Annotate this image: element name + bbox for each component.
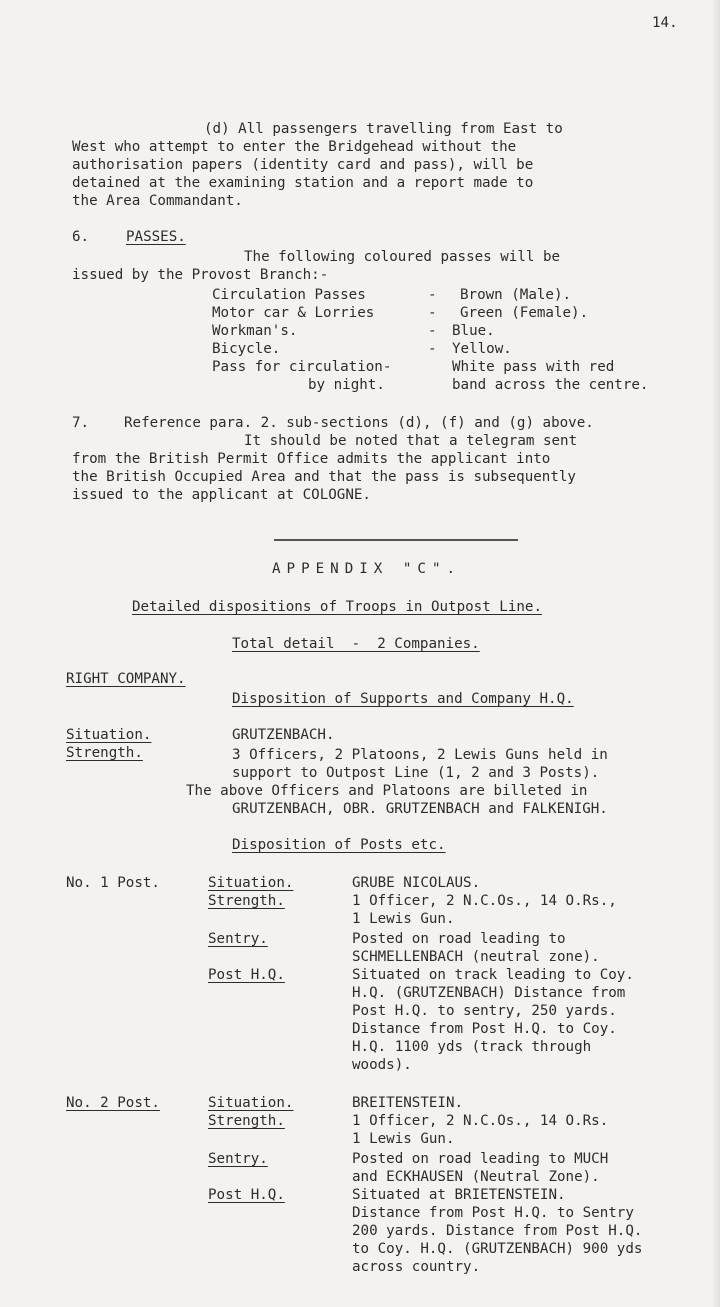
pass-name: Pass for circulation- bbox=[212, 359, 392, 375]
pass-dash: - bbox=[428, 305, 437, 321]
section-number: 6. bbox=[72, 229, 90, 245]
pass-colour: Brown (Male). bbox=[460, 287, 572, 303]
post-hq-line: H.Q. 1100 yds (track through bbox=[352, 1039, 592, 1055]
appendix-title: APPENDIX "C". bbox=[272, 561, 462, 577]
strength-line: The above Officers and Platoons are billeted in bbox=[186, 783, 588, 799]
post-hq-label: Post H.Q. bbox=[208, 967, 285, 983]
post-hq-line: Post H.Q. to sentry, 250 yards. bbox=[352, 1003, 617, 1019]
post-hq-line: Situated at BRIETENSTEIN. bbox=[352, 1187, 566, 1203]
pass-colour: White pass with red bbox=[452, 359, 615, 375]
para-7-line: from the British Permit Office admits the applicant into bbox=[72, 451, 551, 467]
posts-heading: Disposition of Posts etc. bbox=[232, 837, 446, 853]
pass-dash: - bbox=[428, 341, 437, 357]
pass-name: Circulation Passes bbox=[212, 287, 366, 303]
section-number: 7. bbox=[72, 415, 90, 431]
post-label: No. 2 Post. bbox=[66, 1095, 160, 1111]
post-situation-label: Situation. bbox=[208, 1095, 294, 1111]
post-hq-line: woods). bbox=[352, 1057, 412, 1073]
para-7-line: issued to the applicant at COLOGNE. bbox=[72, 487, 371, 503]
post-hq-line: 200 yards. Distance from Post H.Q. bbox=[352, 1223, 643, 1239]
para-d-line: detained at the examining station and a report made to bbox=[72, 175, 534, 191]
pass-colour: Green (Female). bbox=[460, 305, 589, 321]
post-strength-line: 1 Officer, 2 N.C.Os., 14 O.Rs., bbox=[352, 893, 617, 909]
post-strength-label: Strength. bbox=[208, 1113, 285, 1129]
post-hq-line: across country. bbox=[352, 1259, 481, 1275]
post-situation-label: Situation. bbox=[208, 875, 294, 891]
appendix-subtitle: Detailed dispositions of Troops in Outpost Line. bbox=[132, 599, 542, 615]
para-7-line: Reference para. 2. sub-sections (d), (f) and (g) above. bbox=[124, 415, 594, 431]
post-strength-line: 1 Officer, 2 N.C.Os., 14 O.Rs. bbox=[352, 1113, 609, 1129]
post-label: No. 1 Post. bbox=[66, 875, 160, 891]
page-number: 14. bbox=[652, 15, 678, 31]
post-situation: GRUBE NICOLAUS. bbox=[352, 875, 481, 891]
para-d-line: (d) All passengers travelling from East to bbox=[204, 121, 563, 137]
para-d-line: authorisation papers (identity card and pass), will be bbox=[72, 157, 534, 173]
post-sentry-label: Sentry. bbox=[208, 931, 268, 947]
post-strength-line: 1 Lewis Gun. bbox=[352, 911, 455, 927]
post-hq-label: Post H.Q. bbox=[208, 1187, 285, 1203]
pass-name: Motor car & Lorries bbox=[212, 305, 375, 321]
post-strength-line: 1 Lewis Gun. bbox=[352, 1131, 455, 1147]
post-hq-line: Distance from Post H.Q. to Sentry bbox=[352, 1205, 634, 1221]
section-heading: PASSES. bbox=[126, 229, 186, 245]
situation-value: GRUTZENBACH. bbox=[232, 727, 335, 743]
post-sentry-line: SCHMELLENBACH (neutral zone). bbox=[352, 949, 600, 965]
post-sentry-line: Posted on road leading to MUCH bbox=[352, 1151, 609, 1167]
post-sentry-label: Sentry. bbox=[208, 1151, 268, 1167]
post-sentry-line: Posted on road leading to bbox=[352, 931, 566, 947]
strength-line: GRUTZENBACH, OBR. GRUTZENBACH and FALKENIGH. bbox=[232, 801, 608, 817]
pass-colour: Blue. bbox=[452, 323, 495, 339]
post-hq-line: to Coy. H.Q. (GRUTZENBACH) 900 yds bbox=[352, 1241, 643, 1257]
pass-colour: band across the centre. bbox=[452, 377, 649, 393]
post-hq-line: Situated on track leading to Coy. bbox=[352, 967, 634, 983]
post-hq-line: H.Q. (GRUTZENBACH) Distance from bbox=[352, 985, 626, 1001]
pass-colour: Yellow. bbox=[452, 341, 512, 357]
para-7-line: the British Occupied Area and that the pass is subsequently bbox=[72, 469, 576, 485]
para-d-line: the Area Commandant. bbox=[72, 193, 243, 209]
pass-dash: - bbox=[428, 287, 437, 303]
para-d-line: West who attempt to enter the Bridgehead without the bbox=[72, 139, 517, 155]
pass-name: Workman's. bbox=[212, 323, 298, 339]
para-7-line: It should be noted that a telegram sent bbox=[244, 433, 578, 449]
post-strength-label: Strength. bbox=[208, 893, 285, 909]
strength-line: support to Outpost Line (1, 2 and 3 Posts). bbox=[232, 765, 600, 781]
supports-heading: Disposition of Supports and Company H.Q. bbox=[232, 691, 574, 707]
section-divider bbox=[274, 539, 518, 541]
total-detail: Total detail - 2 Companies. bbox=[232, 636, 480, 652]
page-edge-shadow bbox=[712, 0, 720, 1307]
pass-dash: - bbox=[428, 323, 437, 339]
passes-intro: The following coloured passes will be bbox=[244, 249, 561, 265]
pass-name: Bicycle. bbox=[212, 341, 281, 357]
company-heading: RIGHT COMPANY. bbox=[66, 671, 186, 687]
situation-label: Situation. bbox=[66, 727, 152, 743]
strength-line: 3 Officers, 2 Platoons, 2 Lewis Guns held in bbox=[232, 747, 608, 763]
strength-label: Strength. bbox=[66, 745, 143, 761]
pass-name: by night. bbox=[308, 377, 385, 393]
post-hq-line: Distance from Post H.Q. to Coy. bbox=[352, 1021, 617, 1037]
post-sentry-line: and ECKHAUSEN (Neutral Zone). bbox=[352, 1169, 600, 1185]
post-situation: BREITENSTEIN. bbox=[352, 1095, 464, 1111]
passes-intro: issued by the Provost Branch:- bbox=[72, 267, 329, 283]
